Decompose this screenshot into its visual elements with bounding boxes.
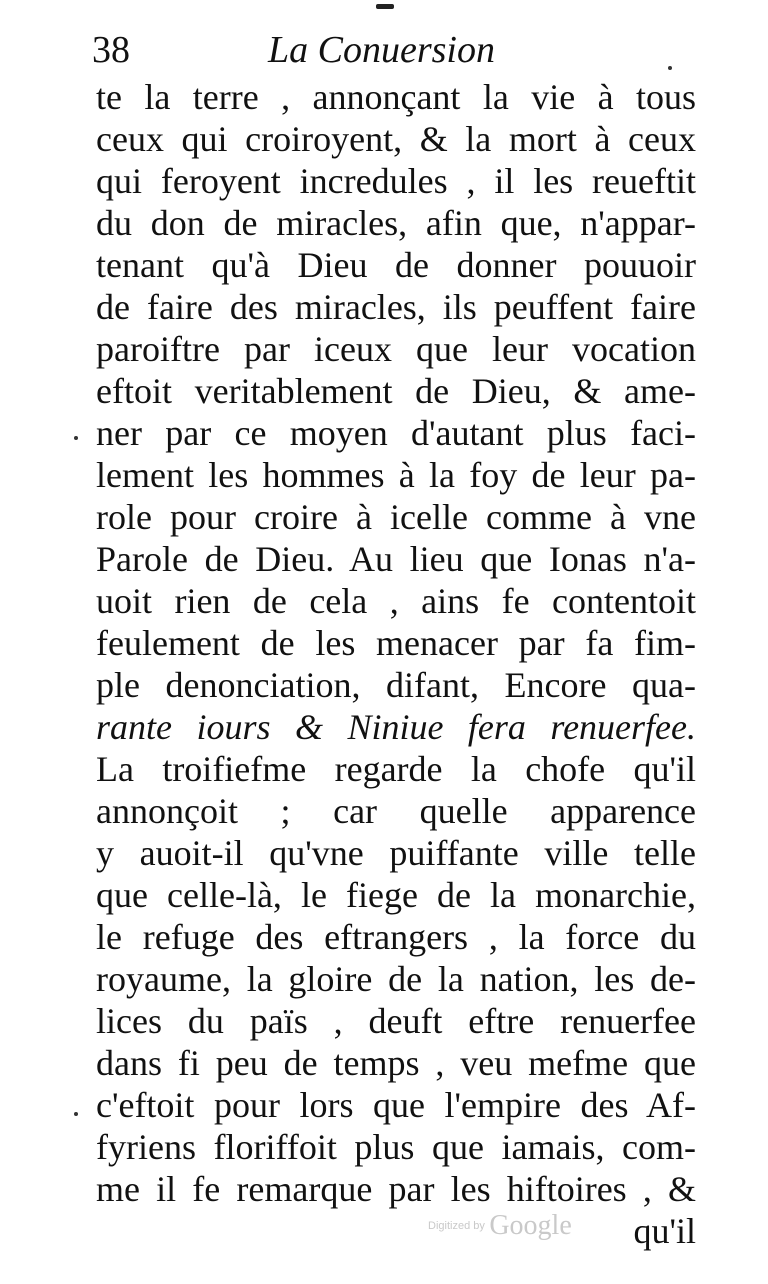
text-line: royaume, la gloire de la nation, les de- <box>96 959 696 999</box>
watermark-brand: Google <box>489 1210 572 1241</box>
text-line: feulement de les menacer par fa fim- <box>96 623 696 663</box>
text-line: lices du païs , deuft eftre renuerfee <box>96 1001 696 1041</box>
text-line: Parole de Dieu. Au lieu que Ionas n'a- <box>96 539 696 579</box>
text-line: ner par ce moyen d'autant plus faci- <box>96 413 696 453</box>
text-line: annonçoit ; car quelle apparence <box>96 791 696 831</box>
top-ink-mark <box>376 4 394 9</box>
text-line: eftoit veritablement de Dieu, & ame- <box>96 371 696 411</box>
text-line: de faire des miracles, ils peuffent faire <box>96 287 696 327</box>
text-line: que celle-là, le fiege de la monarchie, <box>96 875 696 915</box>
text-line: me il fe remarque par les hiftoires , & <box>96 1169 696 1209</box>
text-line: c'eftoit pour lors que l'empire des Af- <box>96 1085 696 1125</box>
text-line: du don de miracles, afin que, n'appar- <box>96 203 696 243</box>
body-text <box>96 76 696 1252</box>
text-line: ple denonciation, difant, Encore qua- <box>96 665 696 705</box>
text-line: role pour croire à icelle comme à vne <box>96 497 696 537</box>
page-number: 38 <box>92 29 130 71</box>
text-line: qui feroyent incredules , il les reueftit <box>96 161 696 201</box>
text-line: tenant qu'à Dieu de donner pouuoir <box>96 245 696 285</box>
ink-speck <box>74 1112 78 1116</box>
text-line: lement les hommes à la foy de leur pa- <box>96 455 696 495</box>
text-line: le refuge des eftrangers , la force du <box>96 917 696 957</box>
watermark-prefix: Digitized by <box>428 1220 485 1232</box>
text-line: te la terre , annonçant la vie à tous <box>96 77 696 117</box>
text-line: fyriens floriffoit plus que iamais, com- <box>96 1127 696 1167</box>
text-line: La troifiefme regarde la chofe qu'il <box>96 749 696 789</box>
ink-speck <box>74 436 78 440</box>
running-title: La Conuersion <box>268 29 495 71</box>
text-line: ceux qui croiroyent, & la mort à ceux <box>96 119 696 159</box>
text-line: y auoit-il qu'vne puiffante ville telle <box>96 833 696 873</box>
digitized-by-google-watermark <box>428 1210 598 1250</box>
text-line: paroiftre par iceux que leur vocation <box>96 329 696 369</box>
page-header <box>92 28 692 72</box>
catchword: qu'il <box>633 1211 696 1251</box>
text-line: uoit rien de cela , ains fe contentoit <box>96 581 696 621</box>
ink-speck <box>668 66 672 70</box>
text-line-italic: rante iours & Niniue fera renuerfee. <box>96 707 696 747</box>
text-line: dans fi peu de temps , veu mefme que <box>96 1043 696 1083</box>
